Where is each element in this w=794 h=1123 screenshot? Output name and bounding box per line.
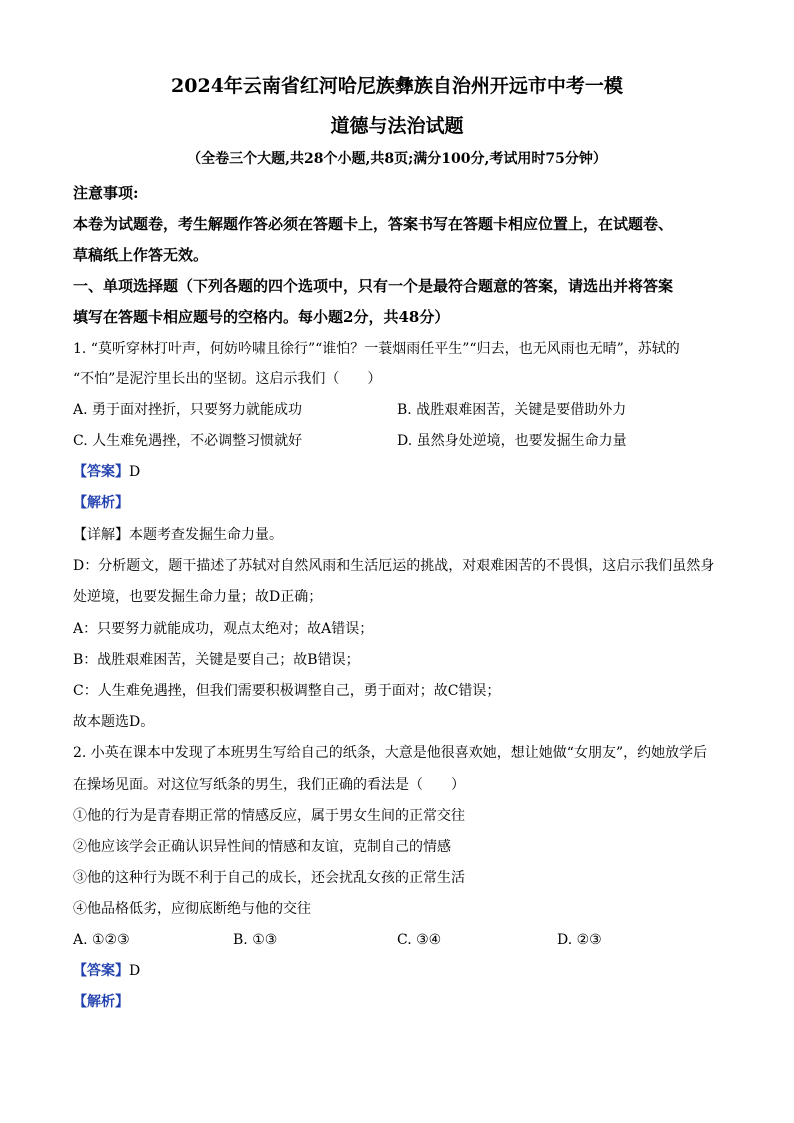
q1-option-a: A. 勇于面对挫折，只要努力就能成功 bbox=[73, 402, 303, 418]
q2-item-2: ②他应该学会正确认识异性间的情感和友谊，克制自己的情感 bbox=[73, 839, 451, 855]
exam-title: 2024年云南省红河哈尼族彝族自治州开远市中考一模 bbox=[171, 75, 623, 97]
section-1-heading-cont: 填写在答题卡相应题号的空格内。每小题2分，共48分） bbox=[73, 308, 450, 326]
q1-explain-d-1: D：分析题文，题干描述了苏轼对自然风雨和生活厄运的挑战，对艰难困苦的不畏惧，这启示我们虽然身 bbox=[73, 558, 715, 574]
q1-conclusion: 故本题选D。 bbox=[73, 714, 155, 730]
q2-answer bbox=[73, 962, 722, 980]
q2-analysis bbox=[73, 993, 722, 1011]
answer-value: D bbox=[129, 963, 141, 979]
q1-stem-line-1: 1. “莫听穿林打叶声，何妨吟啸且徐行”“谁怕？一蓑烟雨任平生”“归去，也无风雨也无晴”，苏轼的 bbox=[73, 341, 680, 357]
notice-heading: 注意事项: bbox=[73, 184, 139, 202]
analysis-tag: 【解析】 bbox=[73, 994, 129, 1010]
detail-text: 本题考查发掘生命力量。 bbox=[129, 527, 283, 543]
answer-tag: 【答案】 bbox=[73, 963, 129, 979]
q2-option-a: A. ①②③ bbox=[73, 932, 130, 948]
q1-explain-c: C：人生难免遇挫，但我们需要积极调整自己，勇于面对；故C错误； bbox=[73, 683, 501, 699]
q2-item-3: ③他的这种行为既不利于自己的成长，还会扰乱女孩的正常生活 bbox=[73, 870, 465, 886]
q2-stem-line-1: 2. 小英在课本中发现了本班男生写给自己的纸条，大意是他很喜欢她，想让她做“女朋友”，约她放学后 bbox=[73, 745, 708, 761]
q1-option-d: D. 虽然身处逆境，也要发掘生命力量 bbox=[397, 433, 627, 449]
q1-answer bbox=[73, 463, 722, 481]
q2-option-c: C. ③④ bbox=[397, 932, 442, 948]
q1-detail bbox=[73, 526, 722, 544]
q2-stem-line-2: 在操场见面。对这位写纸条的男生，我们正确的看法是（ ） bbox=[73, 777, 465, 793]
exam-info: （全卷三个大题,共28个小题,共8页;满分100分,考试用时75分钟） bbox=[187, 151, 607, 167]
q1-option-c: C. 人生难免遇挫，不必调整习惯就好 bbox=[73, 433, 303, 449]
notice-line-1: 本卷为试题卷，考生解题作答必须在答题卡上，答案书写在答题卡相应位置上，在试题卷、 bbox=[73, 215, 674, 233]
q2-item-1: ①他的行为是青春期正常的情感反应，属于男女生间的正常交往 bbox=[73, 808, 465, 824]
q1-option-b: B. 战胜艰难困苦，关键是要借助外力 bbox=[397, 402, 627, 418]
q1-explain-b: B：战胜艰难困苦，关键是要自己；故B错误； bbox=[73, 652, 360, 668]
q2-item-4: ④他品格低劣，应彻底断绝与他的交往 bbox=[73, 901, 311, 917]
exam-subtitle: 道德与法治试题 bbox=[330, 115, 464, 137]
detail-tag: 【详解】 bbox=[73, 527, 129, 543]
section-1-heading: 一、单项选择题（下列各题的四个选项中，只有一个是最符合题意的答案，请选出并将答案 bbox=[73, 277, 674, 295]
q2-option-b: B. ①③ bbox=[233, 932, 278, 948]
q1-analysis bbox=[73, 494, 722, 512]
q1-explain-d-2: 处逆境，也要发掘生命力量；故D正确； bbox=[73, 589, 323, 605]
q2-option-d: D. ②③ bbox=[557, 932, 602, 948]
q1-stem-line-2: “不怕”是泥泞里长出的坚韧。这启示我们（ ） bbox=[73, 371, 382, 387]
analysis-tag: 【解析】 bbox=[73, 495, 129, 511]
notice-line-2: 草稿纸上作答无效。 bbox=[73, 246, 209, 264]
q1-explain-a: A：只要努力就能成功，观点太绝对；故A错误； bbox=[73, 621, 374, 637]
answer-value: D bbox=[129, 464, 141, 480]
answer-tag: 【答案】 bbox=[73, 464, 129, 480]
